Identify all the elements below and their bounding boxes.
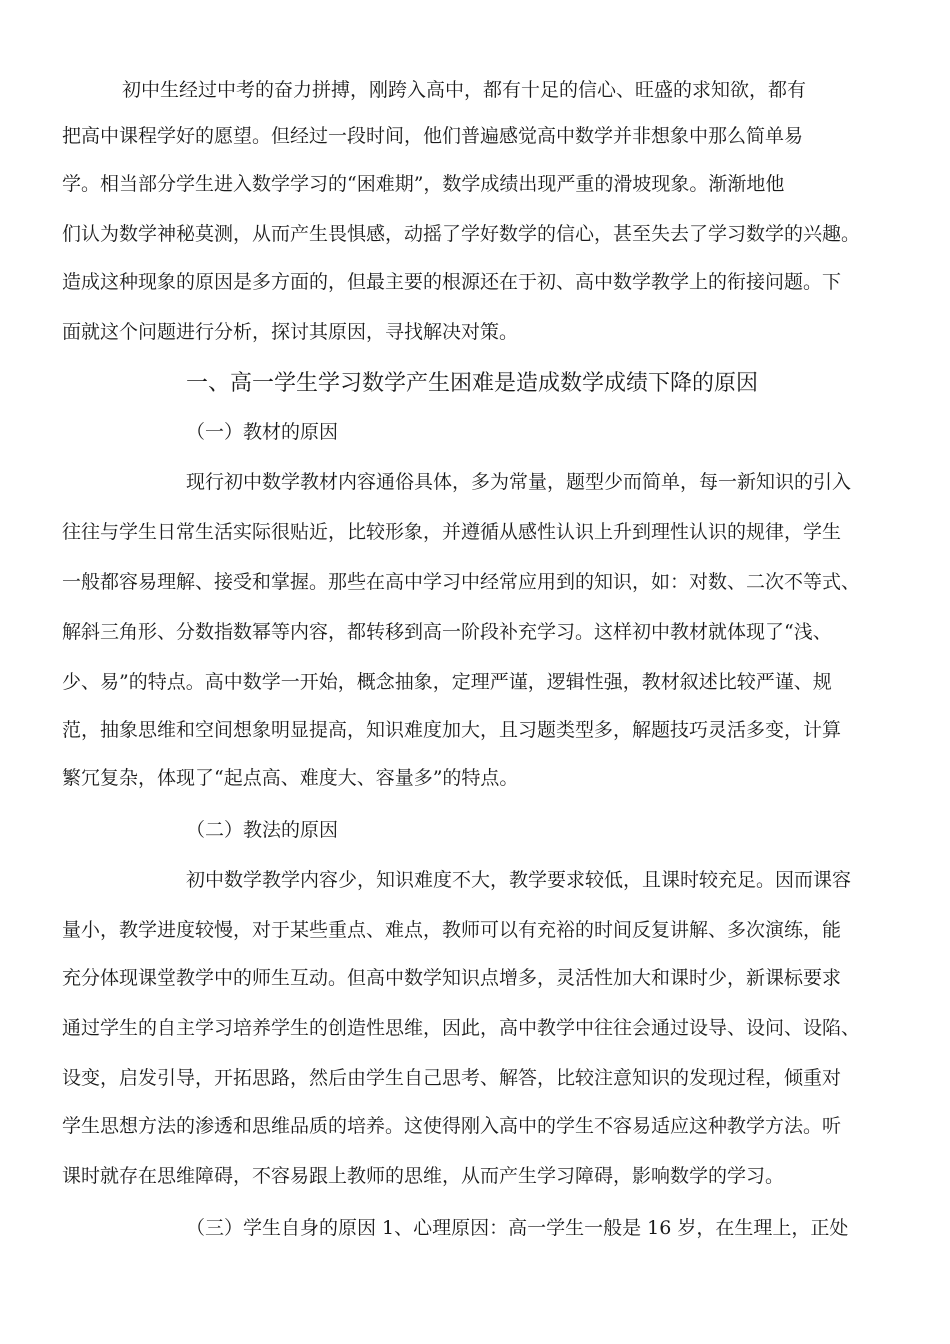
- paragraph-line: 范，抽象思维和空间想象明显提高，知识难度加大，且习题类型多，解题技巧灵活多变，计算: [62, 719, 842, 741]
- subsection-heading: （一）教材的原因: [186, 421, 339, 443]
- paragraph-line: 一般都容易理解、接受和掌握。那些在高中学习中经常应用到的知识，如：对数、二次不等式、: [62, 571, 861, 593]
- intro-line: 造成这种现象的原因是多方面的，但最主要的根源还在于初、高中数学教学上的衔接问题。下: [62, 271, 842, 293]
- paragraph-line: 少、易”的特点。高中数学一开始，概念抽象，定理严谨，逻辑性强，教材叙述比较严谨、规: [62, 671, 832, 693]
- paragraph-line: 往往与学生日常生活实际很贴近，比较形象，并遵循从感性认识上升到理性认识的规律，学生: [62, 521, 842, 543]
- paragraph-line: 课时就存在思维障碍，不容易跟上教师的思维，从而产生学习障碍，影响数学的学习。: [62, 1165, 785, 1187]
- paragraph-line: 初中数学教学内容少，知识难度不大，教学要求较低，且课时较充足。因而课容: [186, 869, 852, 891]
- paragraph-line: 充分体现课堂教学中的师生互动。但高中数学知识点增多，灵活性加大和课时少，新课标要求: [62, 967, 842, 989]
- subsection-heading: （三）学生自身的原因 1、心理原因：高一学生一般是 16 岁，在生理上，正处: [186, 1217, 849, 1239]
- paragraph-line: 解斜三角形、分数指数幂等内容，都转移到高一阶段补充学习。这样初中教材就体现了“浅、: [62, 621, 832, 643]
- paragraph-line: 通过学生的自主学习培养学生的创造性思维，因此，高中教学中往往会通过设导、设问、设陷、: [62, 1017, 861, 1039]
- paragraph-line: 学生思想方法的渗透和思维品质的培养。这使得刚入高中的学生不容易适应这种教学方法。听: [62, 1115, 842, 1137]
- paragraph-line: 繁冗复杂，体现了“起点高、难度大、容量多”的特点。: [62, 767, 519, 789]
- subsection-heading: （二）教法的原因: [186, 819, 339, 841]
- intro-line: 们认为数学神秘莫测，从而产生畏惧感，动摇了学好数学的信心，甚至失去了学习数学的兴趣。: [62, 223, 861, 245]
- paragraph-line: 量小，教学进度较慢，对于某些重点、难点，教师可以有充裕的时间反复讲解、多次演练，能: [62, 919, 842, 941]
- intro-line: 面就这个问题进行分析，探讨其原因，寻找解决对策。: [62, 321, 519, 343]
- section-heading: 一、高一学生学习数学产生困难是造成数学成绩下降的原因: [186, 371, 759, 396]
- intro-line: 学。相当部分学生进入数学学习的“困难期”，数学成绩出现严重的滑坡现象。渐渐地他: [62, 173, 785, 195]
- paragraph-line: 设变，启发引导，开拓思路，然后由学生自己思考、解答，比较注意知识的发现过程，倾重对: [62, 1067, 842, 1089]
- intro-line: 把高中课程学好的愿望。但经过一段时间，他们普遍感觉高中数学并非想象中那么简单易: [62, 125, 804, 147]
- paragraph-line: 现行初中数学教材内容通俗具体，多为常量，题型少而简单，每一新知识的引入: [186, 471, 852, 493]
- intro-line: 初中生经过中考的奋力拼搏，刚跨入高中，都有十足的信心、旺盛的求知欲，都有: [122, 79, 807, 101]
